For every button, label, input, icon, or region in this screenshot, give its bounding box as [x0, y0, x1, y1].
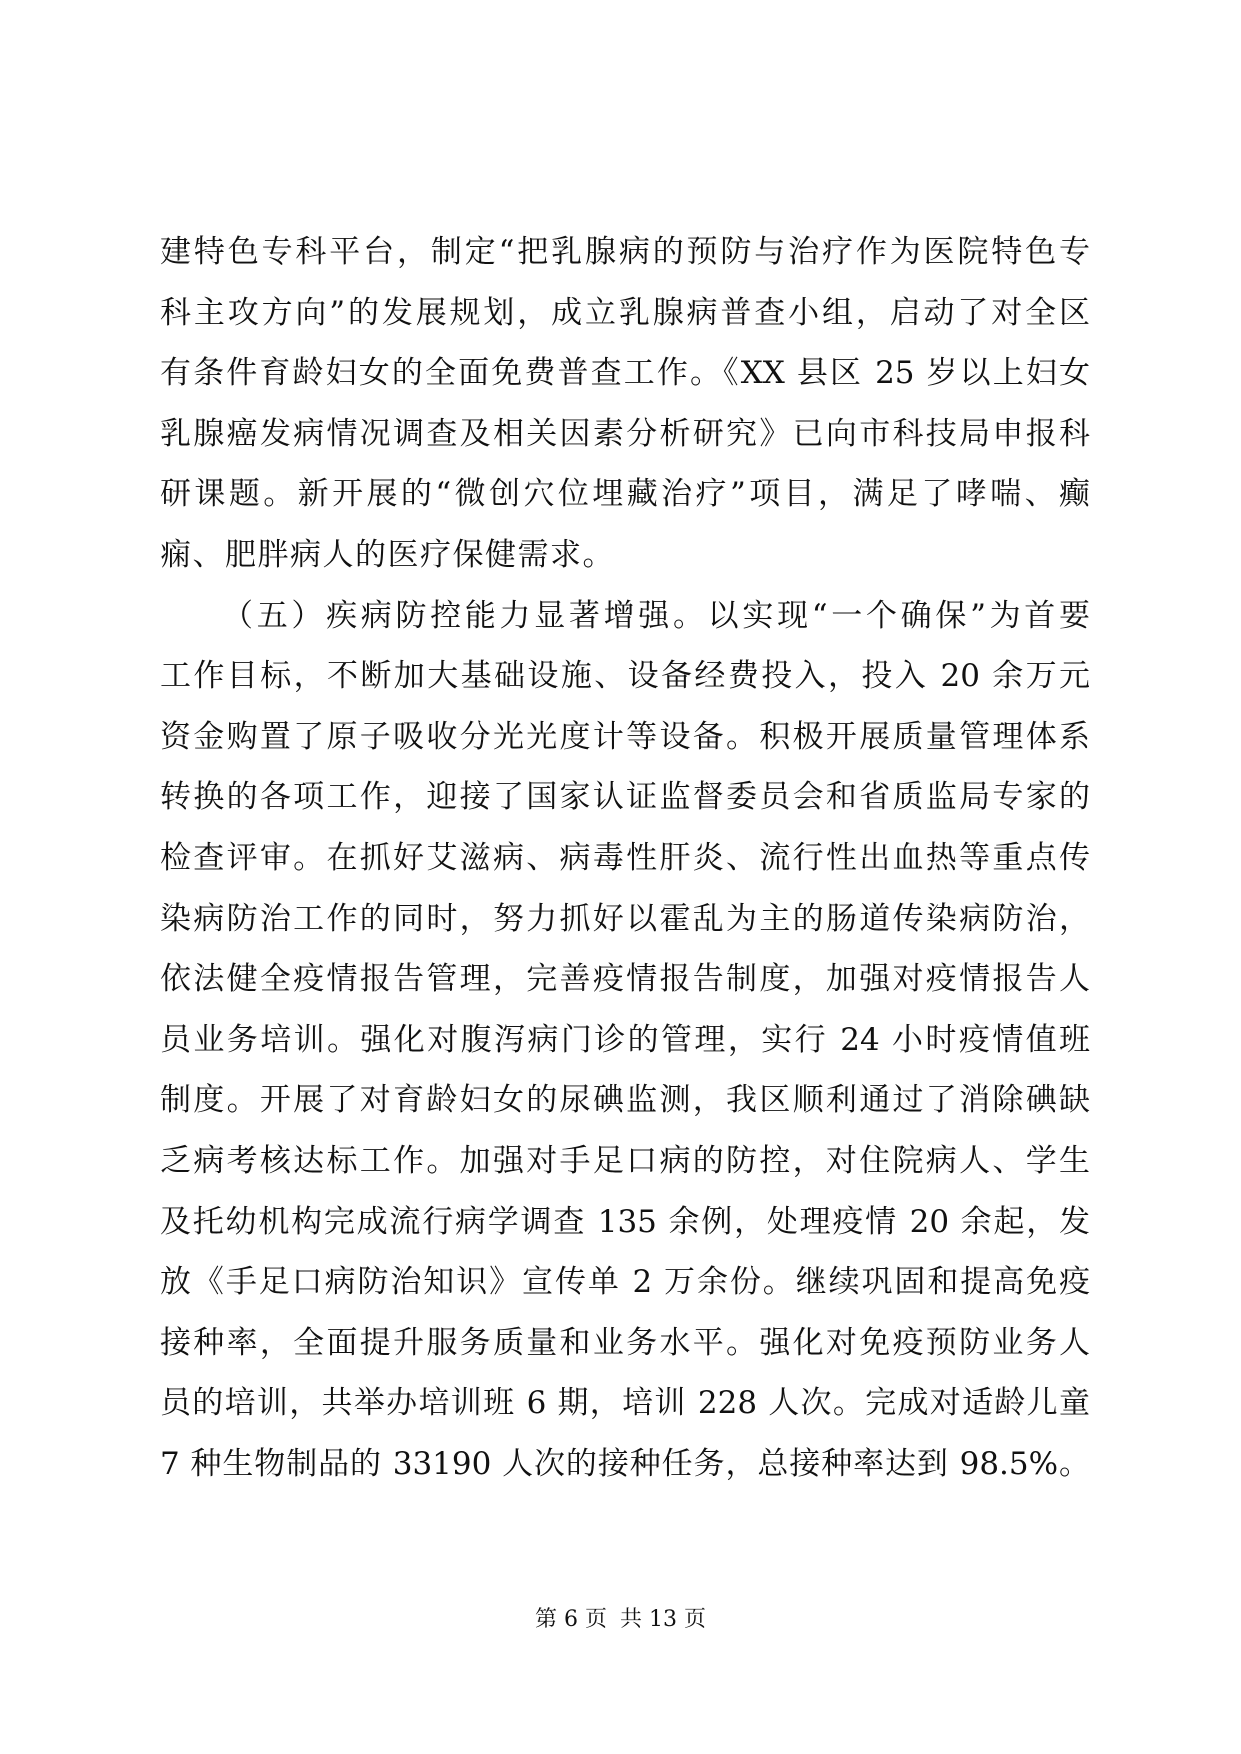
text-line: 接种率，全面提升服务质量和业务水平。强化对免疫预防业务人	[160, 1324, 1090, 1361]
text-line: 员业务培训。强化对腹泻病门诊的管理，实行 24 小时疫情值班	[160, 1021, 1090, 1058]
text-line: 建特色专科平台，制定“把乳腺病的预防与治疗作为医院特色专	[160, 234, 1090, 270]
text-line: 7 种生物制品的 33190 人次的接种任务，总接种率达到 98.5%。	[160, 1445, 1090, 1482]
text-line: 及托幼机构完成流行病学调查 135 余例，处理疫情 20 余起，发	[160, 1203, 1090, 1240]
page-total: 共 13 页	[620, 1607, 706, 1632]
text-line: 科主攻方向”的发展规划，成立乳腺病普查小组，启动了对全区	[160, 294, 1090, 331]
text-line: 乏病考核达标工作。加强对手足口病的防控，对住院病人、学生	[160, 1142, 1090, 1179]
text-line: 员的培训，共举办培训班 6 期，培训 228 人次。完成对适龄儿童	[160, 1385, 1090, 1422]
text-line: 资金购置了原子吸收分光光度计等设备。积极开展质量管理体系	[160, 718, 1090, 755]
text-line: 依法健全疫情报告管理，完善疫情报告制度，加强对疫情报告人	[160, 961, 1090, 998]
text-line: 有条件育龄妇女的全面免费普查工作。《XX 县区 25 岁以上妇女	[160, 355, 1090, 392]
text-line: 染病防治工作的同时，努力抓好以霍乱为主的肠道传染病防治，	[160, 900, 1090, 937]
text-line: 乳腺癌发病情况调查及相关因素分析研究》已向市科技局申报科	[160, 415, 1090, 452]
text-line: 工作目标，不断加大基础设施、设备经费投入，投入 20 余万元	[160, 658, 1090, 695]
text-line: 痫、肥胖病人的医疗保健需求。	[160, 536, 615, 573]
text-line: 制度。开展了对育龄妇女的尿碘监测，我区顺利通过了消除碘缺	[160, 1082, 1090, 1119]
text-line: 转换的各项工作，迎接了国家认证监督委员会和省质监局专家的	[160, 779, 1090, 816]
page-footer	[0, 1606, 1241, 1634]
text-line: 研课题。新开展的“微创穴位埋藏治疗”项目，满足了哮喘、癫	[160, 476, 1090, 513]
body-text	[160, 233, 1090, 1505]
paragraph-heading-line: （五）疾病防控能力显著增强。以实现“一个确保”为首要	[222, 597, 1090, 634]
text-line: 检查评审。在抓好艾滋病、病毒性肝炎、流行性出血热等重点传	[160, 839, 1090, 876]
page-number: 第 6 页	[535, 1607, 607, 1632]
text-line: 放《手足口病防治知识》宣传单 2 万余份。继续巩固和提高免疫	[160, 1264, 1090, 1301]
